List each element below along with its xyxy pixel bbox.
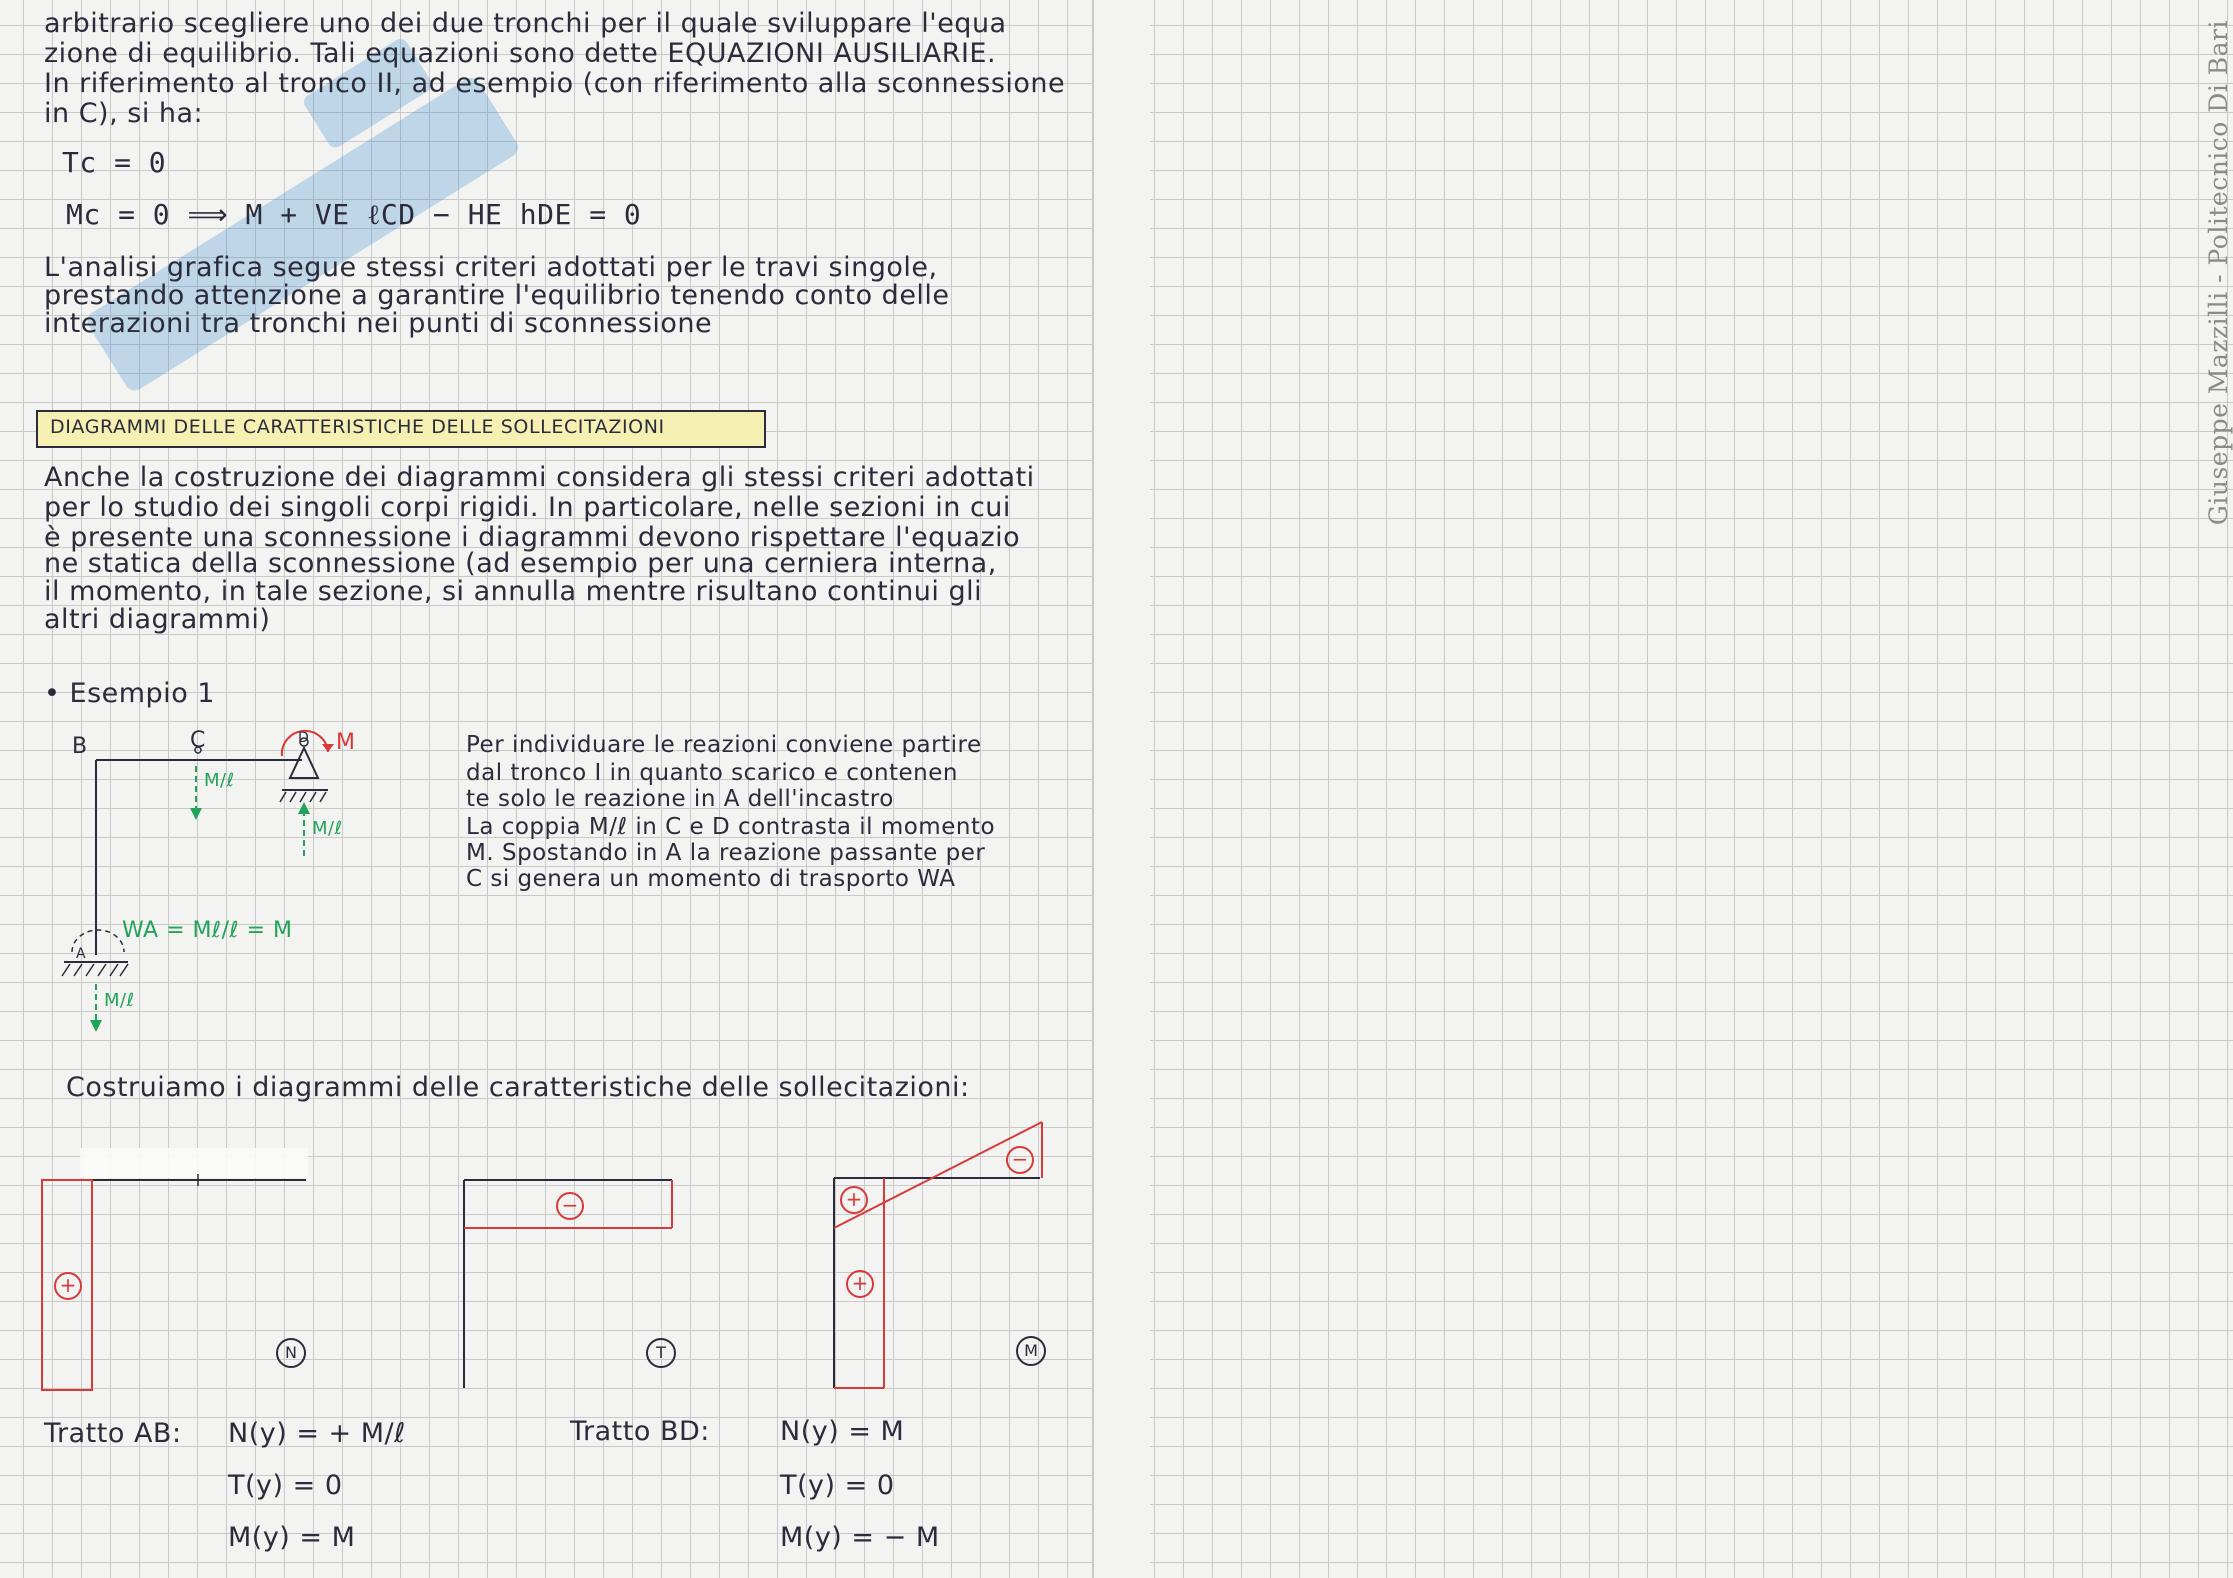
tratto-bd-m: M(y) = − M: [780, 1522, 940, 1553]
construct-diagrams-line: Costruiamo i diagrammi delle caratteristiche delle sollecitazioni:: [66, 1072, 970, 1103]
tratto-ab-m: M(y) = M: [228, 1522, 356, 1553]
example-text-line-4: La coppia M/ℓ in C e D contrasta il momento: [466, 814, 996, 840]
example-text-line-2: dal tronco I in quanto scarico e contenen: [466, 760, 958, 786]
label-moment-M: M: [336, 730, 356, 755]
example-text-line-1: Per individuare le reazioni conviene partire: [466, 732, 982, 758]
diagram-paragraph-line-2: per lo studio dei singoli corpi rigidi. In particolare, nelle sezioni in cui: [44, 492, 1011, 523]
example-text-line-6: C si genera un momento di trasporto WA: [466, 866, 956, 892]
diagram-paragraph-line-1: Anche la costruzione dei diagrammi considera gli stessi criteri adottati: [44, 462, 1035, 493]
n-diagram-label: N: [276, 1338, 306, 1368]
top-paragraph-line-4: in C), si ha:: [44, 98, 204, 129]
m-minus-sign: −: [1006, 1146, 1034, 1174]
force-A-label: M/ℓ: [104, 990, 135, 1011]
label-B: B: [72, 734, 88, 759]
top-paragraph-line-2: zione di equilibrio. Tali equazioni sono dette EQUAZIONI AUSILIARIE.: [44, 38, 997, 69]
diagram-paragraph-line-5: il momento, in tale sezione, si annulla mentre risultano continui gli: [44, 576, 983, 607]
analysis-line-3: interazioni tra tronchi nei punti di sconnessione: [44, 308, 713, 339]
m-diagram-label: M: [1016, 1336, 1046, 1366]
tratto-ab-n: N(y) = + M/ℓ: [228, 1418, 406, 1449]
tratto-bd-label: Tratto BD:: [570, 1416, 710, 1447]
label-C: C: [190, 728, 206, 753]
equation-mc: Mc = 0 ⟹ M + VE ℓCD − HE hDE = 0: [66, 198, 642, 231]
tratto-ab-label: Tratto AB:: [44, 1418, 182, 1449]
n-plus-sign: +: [54, 1272, 82, 1300]
label-A: A: [76, 946, 87, 962]
example-title: • Esempio 1: [44, 678, 215, 709]
analysis-line-2: prestando attenzione a garantire l'equilibrio tenendo conto delle: [44, 280, 950, 311]
section-heading: DIAGRAMMI DELLE CARATTERISTICHE DELLE SOLLECITAZIONI: [50, 416, 665, 438]
force-C-label: M/ℓ: [204, 770, 235, 791]
force-D-label: M/ℓ: [312, 818, 343, 839]
top-paragraph-line-1: arbitrario scegliere uno dei due tronchi per il quale sviluppare l'equa: [44, 8, 1007, 39]
t-minus-sign: −: [556, 1192, 584, 1220]
top-paragraph-line-3: In riferimento al tronco II, ad esempio (con riferimento alla sconnessione: [44, 68, 1066, 99]
moment-A-label: WA = Mℓ/ℓ = M: [122, 918, 293, 943]
tratto-ab-t: T(y) = 0: [228, 1470, 343, 1501]
m-plus-sign-top: +: [840, 1186, 868, 1214]
diagram-paragraph-line-4: ne statica della sconnessione (ad esempio per una cerniera interna,: [44, 548, 997, 579]
t-diagram-label: T: [646, 1338, 676, 1368]
m-plus-sign-bottom: +: [846, 1270, 874, 1298]
analysis-line-1: L'analisi grafica segue stessi criteri adottati per le travi singole,: [44, 252, 938, 283]
example-text-line-5: M. Spostando in A la reazione passante per: [466, 840, 986, 866]
equation-tc: Tc = 0: [62, 146, 167, 179]
example-text-line-3: te solo le reazione in A dell'incastro: [466, 786, 894, 812]
tratto-bd-n: N(y) = M: [780, 1416, 905, 1447]
author-watermark: Giuseppe Mazzilli - Politecnico Di Bari: [2204, 20, 2233, 526]
diagram-paragraph-line-3: è presente una sconnessione i diagrammi devono rispettare l'equazio: [44, 522, 1021, 553]
label-D: D: [298, 730, 310, 746]
tratto-bd-t: T(y) = 0: [780, 1470, 895, 1501]
diagram-paragraph-line-6: altri diagrammi): [44, 604, 271, 635]
